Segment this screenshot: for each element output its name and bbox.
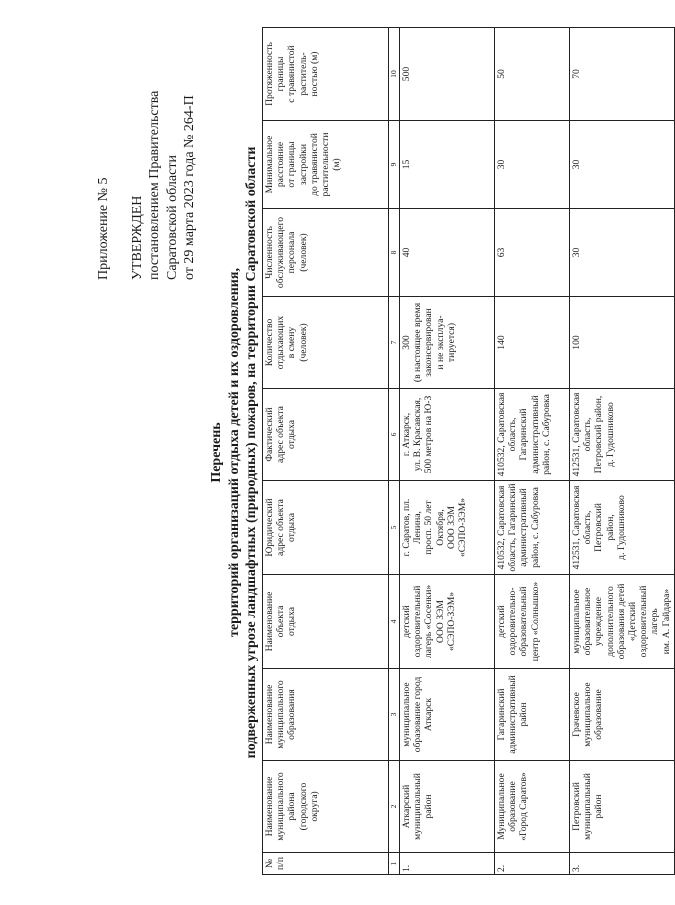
- approval-line: Саратовской области: [164, 155, 180, 280]
- table-header-cell: [263, 121, 389, 209]
- column-number-cell: 5: [389, 481, 400, 575]
- cell-line: муниципального: [275, 772, 287, 841]
- table-cell: [570, 575, 675, 669]
- cell-line: отдыха: [286, 607, 298, 636]
- cell-line: г. Саратов, пл. Ленина,: [401, 498, 424, 557]
- cell-line: им. А. Гайдара»: [660, 588, 672, 655]
- table-cell: [570, 481, 675, 575]
- cell-line: объекта: [275, 605, 287, 638]
- cell-line: образование: [507, 781, 519, 832]
- cell-line: «Город Саратов»: [518, 772, 530, 841]
- table-header-cell: [263, 669, 389, 761]
- cell-line: 30: [571, 247, 582, 258]
- title-line: Перечень: [209, 422, 224, 483]
- cell-line: района: [286, 792, 298, 821]
- cell-line: Минимальное: [264, 135, 275, 194]
- cell-line: 15: [401, 159, 412, 170]
- table-cell: [570, 853, 675, 875]
- cell-line: административный: [529, 395, 541, 474]
- table-cell: [400, 297, 495, 389]
- cell-line: центр «Солнышко»: [529, 581, 541, 662]
- cell-line: Наименование: [264, 776, 275, 837]
- cell-line: отдыха: [286, 420, 298, 449]
- cell-line: образование: [593, 689, 605, 740]
- cell-line: персонала: [286, 231, 298, 274]
- column-number-cell: 3: [389, 669, 400, 761]
- cell-line: лагерь: [649, 608, 661, 635]
- cell-line: Наименование: [264, 684, 275, 745]
- cell-line: административный: [507, 675, 519, 754]
- cell-line: 70: [571, 69, 582, 79]
- cell-line: ООО ЗЭМ: [445, 506, 457, 549]
- cell-line: 100: [571, 335, 582, 350]
- cell-line: раститель-: [297, 52, 309, 96]
- cell-line: дополнительного: [604, 586, 616, 657]
- cell-line: застройки: [297, 143, 309, 186]
- cell-line: учреждение: [593, 597, 605, 646]
- cell-line: 40: [401, 247, 412, 258]
- approval-line: от 29 марта 2023 года № 264-П: [182, 95, 197, 280]
- cell-line: муниципальное: [571, 589, 582, 654]
- cell-line: муниципальное: [401, 682, 412, 747]
- cell-line: Петровский: [571, 782, 582, 831]
- cell-line: образовательный: [518, 586, 530, 657]
- cell-line: отдыхающих: [275, 315, 287, 370]
- cell-line: адрес объекта: [275, 499, 287, 556]
- table-cell: [400, 389, 495, 481]
- cell-line: 50: [496, 69, 507, 79]
- cell-line: 500: [401, 66, 412, 82]
- table-header-cell: [263, 575, 389, 669]
- table-header-cell: [263, 297, 389, 389]
- table-cell: [400, 209, 495, 297]
- cell-line: расстояние: [275, 141, 287, 188]
- cell-line: 63: [496, 247, 507, 258]
- cell-line: 2.: [496, 864, 507, 872]
- table-cell: [495, 853, 570, 875]
- cell-line: область, Гагаринский: [507, 483, 519, 572]
- cell-line: муниципального: [275, 680, 287, 749]
- title-line: подверженных угрозе ландшафтных (природных) пожаров, на территории Саратовской области: [244, 146, 259, 759]
- cell-line: 410532, Саратовская: [496, 485, 507, 570]
- cell-line: №: [264, 858, 275, 869]
- column-number-cell: 1: [389, 853, 400, 875]
- cell-line: административный: [518, 488, 530, 567]
- table-cell: [570, 297, 675, 389]
- table-header-cell: [263, 761, 389, 853]
- cell-line: муниципальный: [412, 773, 424, 840]
- table-row: [570, 28, 675, 875]
- cell-line: «СЭПО-ЗЭМ»: [457, 497, 469, 558]
- table-header-cell: [263, 481, 389, 575]
- cell-line: д. Гудошниково: [615, 495, 627, 560]
- cell-line: Аткарск: [423, 697, 435, 732]
- cell-line: 412531, Саратовская: [571, 485, 582, 570]
- cell-line: от границы: [286, 141, 298, 188]
- cell-line: (городского: [297, 782, 309, 831]
- cell-line: Гагаринский: [496, 688, 507, 741]
- cell-line: ООО ЗЭМ: [434, 600, 446, 643]
- cell-line: оздоровительно-: [507, 587, 519, 656]
- column-number-cell: 7: [389, 297, 400, 389]
- table-header-cell: [263, 389, 389, 481]
- table-cell: [570, 669, 675, 761]
- cell-line: «СЭПО-ЗЭМ»: [445, 591, 457, 652]
- cell-line: оздоровительный: [412, 585, 424, 658]
- cell-line: (м): [331, 158, 343, 171]
- cell-line: (в настоящее время: [412, 302, 424, 383]
- cell-line: Юридический: [264, 498, 275, 557]
- table-cell: [570, 761, 675, 853]
- cell-line: район: [518, 702, 530, 727]
- cell-line: область,: [582, 417, 594, 452]
- column-number-cell: 4: [389, 575, 400, 669]
- table-header-cell: [263, 209, 389, 297]
- table-row: [495, 28, 570, 875]
- table-cell: [400, 121, 495, 209]
- table-cell: [495, 121, 570, 209]
- cell-line: и не эксплуа-: [434, 315, 446, 370]
- cell-line: округа): [308, 791, 320, 822]
- cell-line: образования детей: [615, 583, 627, 660]
- column-number-cell: 8: [389, 209, 400, 297]
- cell-line: 140: [496, 335, 507, 350]
- cell-line: г. Аткарск,: [401, 412, 412, 457]
- cell-line: п/п: [275, 857, 287, 870]
- cell-line: 412531, Саратовская: [571, 392, 582, 477]
- table-cell: [400, 575, 495, 669]
- cell-line: 30: [496, 159, 507, 170]
- table-cell: [570, 121, 675, 209]
- cell-line: район, с. Сабуровка: [529, 487, 541, 568]
- cell-line: обслуживающего: [275, 216, 287, 289]
- cell-line: Петровский район,: [593, 395, 605, 474]
- cell-line: оздоровительный: [638, 585, 650, 658]
- column-number-cell: 6: [389, 389, 400, 481]
- table-cell: [495, 28, 570, 121]
- cell-line: Аткарский: [401, 784, 412, 829]
- table-cell: [495, 209, 570, 297]
- cell-line: образование город: [412, 676, 424, 753]
- cell-line: 3.: [571, 864, 582, 872]
- table-header-cell: [263, 853, 389, 875]
- table-cell: [495, 575, 570, 669]
- cell-line: 300: [401, 335, 412, 350]
- cell-line: отдыха: [286, 513, 298, 542]
- cell-line: растительности: [320, 132, 332, 197]
- cell-line: лагерь «Сосенки»: [423, 584, 435, 659]
- appendix-label: Приложение № 5: [96, 177, 111, 280]
- cell-line: законсервирован: [423, 308, 435, 377]
- approved-label: УТВЕРЖДЕН: [129, 195, 145, 280]
- table-cell: [495, 481, 570, 575]
- cell-line: (человек): [297, 323, 309, 362]
- column-number-cell: 2: [389, 761, 400, 853]
- cell-line: границы: [275, 56, 287, 92]
- table-cell: [400, 761, 495, 853]
- cell-line: Петровский: [593, 503, 605, 552]
- cell-line: просп. 50 лет: [423, 500, 435, 555]
- table-cell: [400, 853, 495, 875]
- cell-line: детский: [401, 605, 412, 638]
- cell-line: муниципальное: [582, 682, 594, 747]
- title-line: территорий организаций отдыха детей и их оздоровления,: [226, 268, 242, 637]
- cell-line: с травянистой: [286, 45, 298, 103]
- cell-line: 410532, Саратовская: [496, 392, 507, 477]
- cell-line: в смену: [286, 326, 298, 359]
- cell-line: 1.: [401, 864, 412, 872]
- table-cell: [495, 389, 570, 481]
- column-number-cell: 10: [389, 28, 400, 121]
- approval-block: [95, 20, 199, 280]
- cell-line: (человек): [297, 233, 309, 272]
- table-header-row: [263, 28, 389, 875]
- table-cell: [570, 209, 675, 297]
- table-cell: [495, 761, 570, 853]
- cell-line: детский: [496, 605, 507, 638]
- cell-line: Октября,: [434, 509, 446, 546]
- cell-line: Фактический: [264, 407, 275, 462]
- table-cell: [495, 669, 570, 761]
- cell-line: муниципальный: [582, 773, 594, 840]
- table-cell: [400, 669, 495, 761]
- column-number-cell: 9: [389, 121, 400, 209]
- cell-line: район, с. Сабуровка: [540, 394, 552, 475]
- cell-line: Количество: [264, 318, 275, 367]
- cell-line: образовательное: [582, 587, 594, 656]
- cell-line: Протяженность: [264, 42, 275, 106]
- cell-line: тируется): [445, 322, 457, 363]
- table-header-cell: [263, 28, 389, 121]
- table-cell: [400, 481, 495, 575]
- cell-line: д. Гудошниково: [604, 402, 616, 467]
- table-cell: [570, 28, 675, 121]
- table-row: [400, 28, 495, 875]
- objects-table: [262, 27, 675, 875]
- cell-line: область,: [582, 510, 594, 545]
- cell-line: «Детский: [627, 601, 639, 642]
- cell-line: 30: [571, 159, 582, 170]
- table-cell: [400, 28, 495, 121]
- approval-line: постановлением Правительства: [147, 90, 162, 280]
- cell-line: область, Гагаринский: [507, 408, 530, 461]
- table-cell: [570, 389, 675, 481]
- cell-line: район: [423, 794, 435, 819]
- cell-line: район,: [604, 514, 616, 541]
- cell-line: Грачевское: [571, 692, 582, 737]
- cell-line: 500 метров на Ю-З: [423, 395, 435, 474]
- cell-line: район: [593, 794, 605, 819]
- column-number-row: [389, 28, 400, 875]
- cell-line: Наименование: [264, 591, 275, 652]
- cell-line: адрес объекта: [275, 406, 287, 463]
- cell-line: ул. В. Красавская,: [412, 397, 424, 472]
- cell-line: образования: [286, 689, 298, 740]
- table-cell: [495, 297, 570, 389]
- document-title: [208, 30, 261, 875]
- cell-line: ностью (м): [308, 51, 320, 97]
- cell-line: Численность: [264, 226, 275, 279]
- cell-line: Муниципальное: [496, 773, 507, 840]
- cell-line: до травянистой: [308, 133, 320, 196]
